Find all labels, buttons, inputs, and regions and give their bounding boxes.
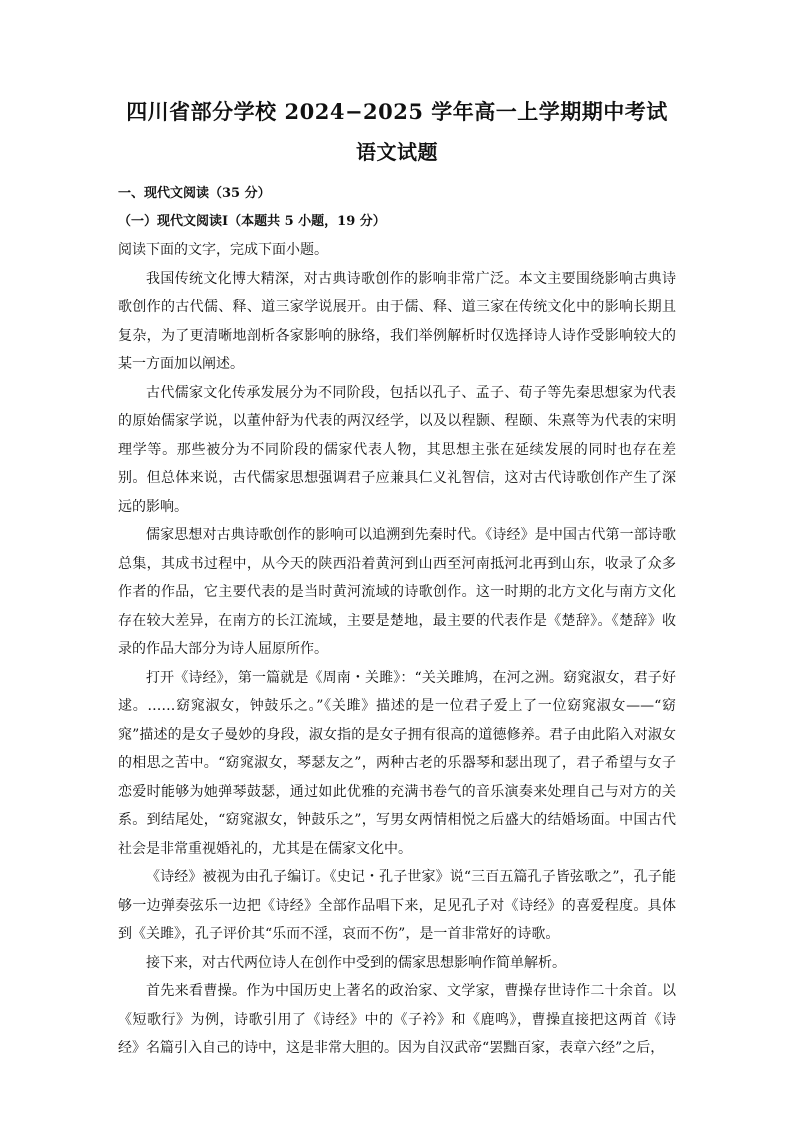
section-heading: 一、现代文阅读（35 分）: [118, 186, 271, 201]
paragraph: 接下来，对古代两位诗人在创作中受到的儒家思想影响作简单解析。: [146, 954, 566, 971]
paragraph: 打开《诗经》，第一篇就是《周南・关雎》：“关关雎鸠，在河之洲。窈窕淑女，君子好逑。……窈窕淑女，钟鼓乐之。”《关雎》描述的是一位君子爱上了一位窈窕淑女——“窈窕”描述的是女子曼妙的身段，淑女指的是女子拥有很高的道德修养。君子由此陷入对淑女的相思之苦中。“窈窕淑女，琴瑟友之”，两种古老的乐器琴和瑟出现了，君子希望与女子恋爱时能够为她弹琴鼓瑟，通过如此优雅的充满书卷气的音乐演奏来处理自己与对方的关系。到结尾处，“窈窕淑女，钟鼓乐之”，写男女两情相悦之后盛大的结婚场面。中国古代社会是非常重视婚礼的，尤其是在儒家文化中。: [118, 669, 676, 857]
paragraph: 儒家思想对古典诗歌创作的影响可以追溯到先秦时代。《诗经》是中国古代第一部诗歌总集，其成书过程中，从今天的陕西沿着黄河到山西至河南抵河北再到山东，收录了众多作者的作品，它主要代表的是当时黄河流域的诗歌创作。这一时期的北方文化与南方文化存在较大差异，在南方的长江流域，主要是楚地，最主要的代表作是《楚辞》。《楚辞》收录的作品大部分为诗人屈原所作。: [118, 527, 676, 657]
paragraph: 《诗经》被视为由孔子编订。《史记・孔子世家》说“三百五篇孔子皆弦歌之”，孔子能够一边弹奏弦乐一边把《诗经》全部作品唱下来，足见孔子对《诗经》的喜爱程度。具体到《关雎》，孔子评价其“乐而不淫，哀而不伤”，是一首非常好的诗歌。: [118, 869, 676, 942]
subsection-heading: （一）现代文阅读Ⅰ（本题共 5 小题，19 分）: [118, 214, 386, 229]
paragraph: 我国传统文化博大精深，对古典诗歌创作的影响非常广泛。本文主要围绕影响古典诗歌创作的古代儒、释、道三家学说展开。由于儒、释、道三家在传统文化中的影响长期且复杂，为了更清晰地剖析各家影响的脉络，我们举例解析时仅选择诗人诗作受影响较大的某一方面加以阐述。: [118, 270, 676, 372]
instruction-text: 阅读下面的文字，完成下面小题。: [118, 242, 328, 258]
exam-subtitle: 语文试题: [356, 140, 438, 164]
paragraph: 古代儒家文化传承发展分为不同阶段，包括以孔子、孟子、荀子等先秦思想家为代表的原始儒家学说，以董仲舒为代表的两汉经学，以及以程颢、程颐、朱熹等为代表的宋明理学等。那些被分为不同阶段的儒家代表人物，其思想主张在延续发展的同时也存在差别。但总体来说，古代儒家思想强调君子应兼具仁义礼智信，这对古代诗歌创作产生了深远的影响。: [118, 384, 676, 515]
exam-title: 四川省部分学校 2024−2025 学年高一上学期期中考试: [126, 99, 668, 124]
paragraph: 首先来看曹操。作为中国历史上著名的政治家、文学家，曹操存世诗作二十余首。以《短歌行》为例，诗歌引用了《诗经》中的《子衿》和《鹿鸣》，曹操直接把这两首《诗经》名篇引入自己的诗中，这是非常大胆的。因为自汉武帝“罢黜百家，表章六经”之后，: [118, 983, 676, 1056]
